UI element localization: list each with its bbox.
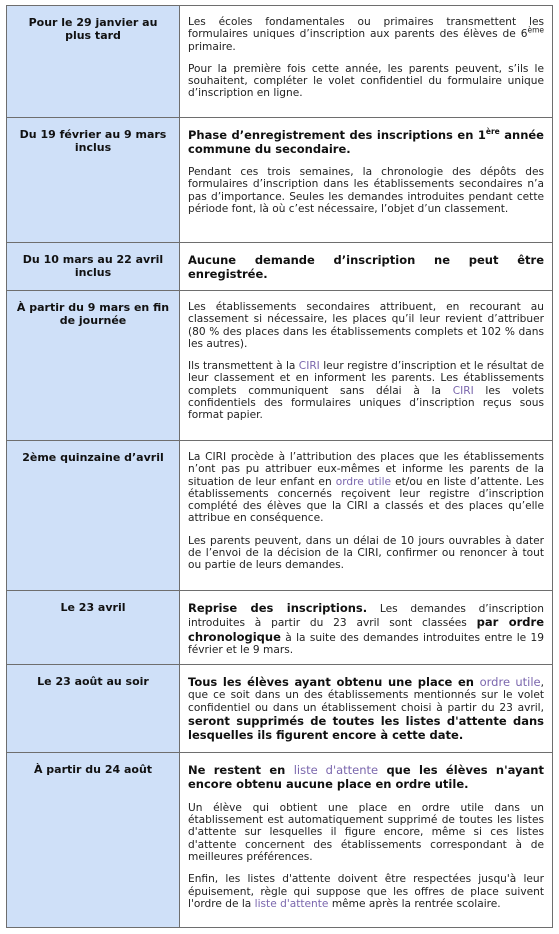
ordre-utile-link[interactable]: ordre utile — [479, 675, 541, 690]
description-cell — [180, 6, 553, 118]
paragraph: Reprise des inscriptions. Les demandes d’inscription introduites à partir du 23 avril sont classées par ordre chronologique à la suite des demandes introduites entre le 19 février et le 9 mars. — [188, 601, 544, 656]
schedule-table — [6, 5, 553, 928]
date-cell: À partir du 9 mars en fin de journée — [7, 291, 180, 441]
paragraph: Aucune demande d’inscription ne peut être enregistrée. — [188, 253, 544, 281]
table-row — [7, 6, 553, 118]
table-row — [7, 118, 553, 243]
description-cell — [180, 665, 553, 753]
paragraph: Ils transmettent à la CIRI leur registre d’inscription et le résultat de leur classement et en informent les parents. Les établissements complets communiquent sans délai à la CIRI les volets confidentiels des formulaires uniques d’inscription reçus sous format papier. — [188, 360, 545, 422]
liste-attente-link[interactable]: liste d'attente — [293, 763, 379, 778]
table-row — [7, 291, 553, 441]
ciri-link[interactable]: CIRI — [452, 384, 474, 397]
paragraph: Les parents peuvent, dans un délai de 10 jours ouvrables à dater de l’envoi de la décision de la CIRI, confirmer ou renoncer à tout ou partie de leurs demandes. — [188, 534, 544, 572]
liste-attente-link[interactable]: liste d'attente — [254, 897, 329, 910]
table-row — [7, 753, 553, 928]
paragraph: Pour la première fois cette année, les parents peuvent, s’ils le souhaitent, compléter le volet confidentiel du formulaire unique d’inscription en ligne. — [188, 62, 544, 100]
paragraph: La CIRI procède à l’attribution des places que les établissements n’ont pas pu attribuer eux-mêmes et informe les parents de la situation de leur enfant en ordre utile et/ou en liste d’attente. Les établissements concernés reçoivent leur registre d’inscription complété des élèves que la CIRI a classés et des places qu’elle attribue en conséquence. — [188, 451, 544, 525]
description-cell — [180, 243, 553, 291]
date-cell: Le 23 août au soir — [7, 665, 180, 753]
paragraph: Tous les élèves ayant obtenu une place en ordre utile, que ce soit dans un des établissements mentionnés sur le volet confidentiel ou dans un établissement choisi à partir du 23 avril, seront supprimés de toutes les listes d'attente dans lesquelles ils figurent encore à cette date. — [188, 675, 544, 743]
date-cell: Le 23 avril — [7, 591, 180, 665]
paragraph: Phase d’enregistrement des inscriptions en 1ère année commune du secondaire. — [188, 127, 544, 156]
description-cell — [180, 753, 553, 928]
date-cell: Du 10 mars au 22 avril inclus — [7, 243, 180, 291]
table-row — [7, 441, 553, 591]
description-cell — [180, 441, 553, 591]
table-row — [7, 591, 553, 665]
date-cell: Pour le 29 janvier au plus tard — [7, 6, 180, 118]
table-row — [7, 243, 553, 291]
paragraph: Enfin, les listes d'attente doivent être respectées jusqu'à leur épuisement, règle qui suppose que les offres de place suivent l'ordre de la liste d'attente même après la rentrée scolaire. — [188, 873, 544, 910]
description-cell — [180, 591, 553, 665]
description-cell — [180, 118, 553, 243]
paragraph: Ne restent en liste d'attente que les élèves n'ayant encore obtenu aucune place en ordre utile. — [188, 763, 544, 792]
paragraph: Pendant ces trois semaines, la chronologie des dépôts des formulaires d’inscription dans les établissements secondaires n’a pas d’importance. Seules les demandes introduites pendant cette période font, là où c’est nécessaire, l’objet d’un classement. — [188, 166, 544, 215]
date-cell: À partir du 24 août — [7, 753, 180, 928]
date-cell: 2ème quinzaine d’avril — [7, 441, 180, 591]
paragraph: Un élève qui obtient une place en ordre utile dans un établissement est automatiquement supprimé de toutes les listes d'attente sur lesquelles il figure encore, même si ces listes d'attente concernent des établissements correspondant à de meilleures préférences. — [188, 801, 544, 863]
paragraph: Les écoles fondamentales ou primaires transmettent les formulaires uniques d’inscription aux parents des élèves de 6ème primaire. — [188, 16, 544, 53]
table-row — [7, 665, 553, 753]
ciri-link[interactable]: CIRI — [298, 360, 320, 373]
description-cell — [180, 291, 553, 441]
ordre-utile-link[interactable]: ordre utile — [335, 475, 392, 488]
paragraph: Les établissements secondaires attribuent, en recourant au classement si nécessaire, les places qu’il leur revient d’attribuer (80 % des places dans les établissements complets et 102 % dans les autres). — [188, 301, 544, 350]
date-cell: Du 19 février au 9 mars inclus — [7, 118, 180, 243]
